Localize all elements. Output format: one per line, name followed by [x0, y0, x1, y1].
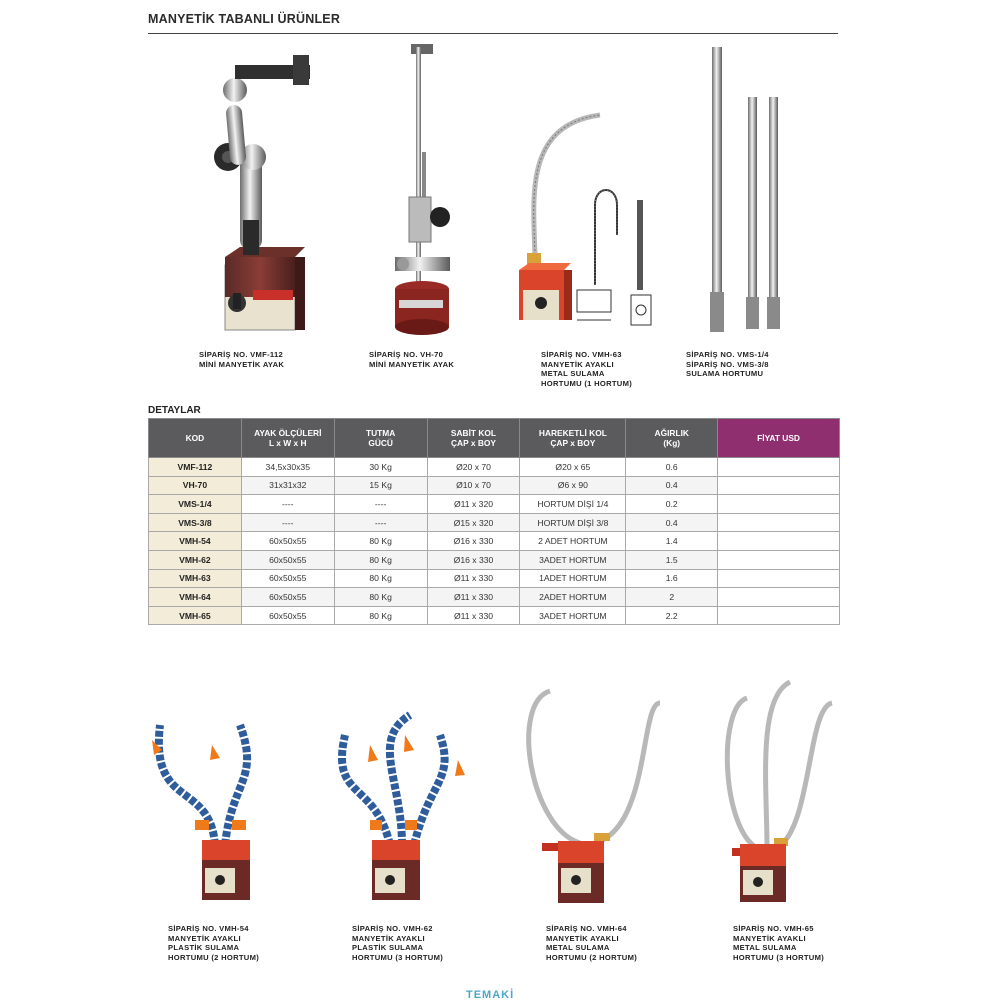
cell-sabit: Ø11 x 320	[427, 495, 520, 514]
cell-hareketli: HORTUM DİŞİ 3/8	[520, 513, 626, 532]
caption-line: PLASTİK SULAMA	[352, 943, 424, 953]
cell-tutma: ----	[334, 513, 427, 532]
caption-line: PLASTİK SULAMA	[168, 943, 240, 953]
vmh-65-product-image	[712, 678, 842, 905]
caption-line: MİNİ MANYETİK AYAK	[369, 359, 455, 369]
cell-agirlik: 2.2	[626, 606, 718, 625]
cell-fiyat	[718, 458, 840, 477]
header-subtext: ÇAP x BOY	[550, 438, 596, 448]
caption-vms	[686, 350, 769, 379]
header-subtext: L x W x H	[269, 438, 307, 448]
cell-fiyat	[718, 495, 840, 514]
cell-tutma: 15 Kg	[334, 476, 427, 495]
caption-line: HORTUMU (3 HORTUM)	[733, 952, 825, 962]
caption-line: SİPARİŞ NO. VMH-54	[168, 924, 249, 933]
table-row	[149, 495, 840, 514]
cell-hareketli: 1ADET HORTUM	[520, 569, 626, 588]
cell-kod: VH-70	[149, 476, 242, 495]
cell-kod: VMS-3/8	[149, 513, 242, 532]
table-row	[149, 458, 840, 477]
header-subtext: GÜCÜ	[368, 438, 393, 448]
cell-tutma: 80 Kg	[334, 532, 427, 551]
col-header-tutma	[334, 419, 427, 458]
cell-sabit: Ø11 x 330	[427, 588, 520, 607]
cell-agirlik: 1.4	[626, 532, 718, 551]
cell-hareketli: 2ADET HORTUM	[520, 588, 626, 607]
header-text: TUTMA	[365, 428, 396, 438]
caption-line: SİPARİŞ NO. VMF-112	[199, 350, 284, 359]
vmh-64-product-image	[510, 683, 670, 905]
cell-tutma: 80 Kg	[334, 588, 427, 607]
cell-hareketli: 3ADET HORTUM	[520, 606, 626, 625]
table-row	[149, 550, 840, 569]
cell-hareketli: Ø6 x 90	[520, 476, 626, 495]
caption-vmh-64	[546, 924, 637, 962]
caption-vmh-54	[168, 924, 259, 962]
cell-agirlik: 0.4	[626, 476, 718, 495]
vms-hose-product-image	[700, 42, 795, 337]
header-text: HAREKETLİ KOL	[538, 428, 607, 438]
caption-line: MANYETİK AYAKLI	[541, 359, 614, 369]
caption-line: MANYETİK AYAKLI	[352, 933, 425, 943]
caption-line: SİPARİŞ NO. VMH-64	[546, 924, 627, 933]
cell-olcu: ----	[241, 513, 334, 532]
col-header-hareketli	[520, 419, 626, 458]
cell-kod: VMH-62	[149, 550, 242, 569]
cell-sabit: Ø16 x 330	[427, 532, 520, 551]
cell-kod: VMH-64	[149, 588, 242, 607]
cell-tutma: 30 Kg	[334, 458, 427, 477]
cell-fiyat	[718, 550, 840, 569]
col-header-kod	[149, 419, 242, 458]
cell-kod: VMH-54	[149, 532, 242, 551]
table-row	[149, 588, 840, 607]
title-divider	[148, 33, 838, 34]
caption-vmh-63	[541, 350, 632, 388]
cell-olcu: ----	[241, 495, 334, 514]
caption-line: MANYETİK AYAKLI	[733, 933, 806, 943]
caption-line: SİPARİŞ NO. VMS-3/8	[686, 359, 769, 369]
table-row	[149, 532, 840, 551]
caption-line: METAL SULAMA	[541, 369, 605, 379]
table-row	[149, 513, 840, 532]
header-text: AYAK ÖLÇÜLERİ	[254, 428, 322, 438]
col-header-olcu	[241, 419, 334, 458]
cell-tutma: ----	[334, 495, 427, 514]
table-row	[149, 569, 840, 588]
caption-line: MİNİ MANYETİK AYAK	[199, 359, 285, 369]
header-text: KOD	[185, 433, 205, 443]
header-subtext: (Kg)	[663, 438, 681, 448]
caption-line: SİPARİŞ NO. VMS-1/4	[686, 350, 769, 359]
cell-olcu: 60x50x55	[241, 532, 334, 551]
cell-kod: VMF-112	[149, 458, 242, 477]
caption-line: SULAMA HORTUMU	[686, 369, 764, 379]
caption-line: HORTUMU (3 HORTUM)	[352, 952, 444, 962]
cell-olcu: 60x50x55	[241, 550, 334, 569]
cell-kod: VMS-1/4	[149, 495, 242, 514]
cell-kod: VMH-63	[149, 569, 242, 588]
caption-line: SİPARİŞ NO. VMH-62	[352, 924, 433, 933]
cell-olcu: 34,5x30x35	[241, 458, 334, 477]
caption-vmh-65	[733, 924, 824, 962]
caption-line: SİPARİŞ NO. VMH-65	[733, 924, 814, 933]
cell-fiyat	[718, 532, 840, 551]
cell-agirlik: 0.2	[626, 495, 718, 514]
page-title: MANYETİK TABANLI ÜRÜNLER	[148, 12, 341, 26]
caption-line: SİPARİŞ NO. VMH-63	[541, 350, 622, 359]
cell-sabit: Ø10 x 70	[427, 476, 520, 495]
cell-olcu: 31x31x32	[241, 476, 334, 495]
spec-table	[148, 418, 840, 625]
vmh-62-product-image	[330, 700, 470, 905]
caption-line: METAL SULAMA	[733, 943, 797, 953]
col-header-sabit	[427, 419, 520, 458]
caption-vh-70	[369, 350, 454, 369]
caption-line: SİPARİŞ NO. VH-70	[369, 350, 444, 359]
table-row	[149, 606, 840, 625]
cell-sabit: Ø20 x 70	[427, 458, 520, 477]
cell-tutma: 80 Kg	[334, 550, 427, 569]
header-text: SABİT KOL	[450, 428, 497, 438]
cell-fiyat	[718, 569, 840, 588]
vh-70-product-image	[385, 42, 460, 337]
details-heading: DETAYLAR	[148, 405, 201, 416]
caption-vmf-112	[199, 350, 284, 369]
cell-sabit: Ø16 x 330	[427, 550, 520, 569]
cell-olcu: 60x50x55	[241, 606, 334, 625]
cell-hareketli: 2 ADET HORTUM	[520, 532, 626, 551]
cell-hareketli: Ø20 x 65	[520, 458, 626, 477]
col-header-fiyat	[718, 419, 840, 458]
cell-hareketli: HORTUM DİŞİ 1/4	[520, 495, 626, 514]
cell-agirlik: 2	[626, 588, 718, 607]
header-subtext: ÇAP x BOY	[451, 438, 496, 448]
cell-agirlik: 0.4	[626, 513, 718, 532]
vmf-112-product-image	[195, 45, 320, 335]
cell-fiyat	[718, 513, 840, 532]
caption-line: HORTUMU (2 HORTUM)	[546, 952, 638, 962]
col-header-agirlik	[626, 419, 718, 458]
cell-sabit: Ø11 x 330	[427, 606, 520, 625]
cell-agirlik: 1.6	[626, 569, 718, 588]
vmh-54-product-image	[140, 700, 270, 905]
caption-line: METAL SULAMA	[546, 943, 610, 953]
cell-fiyat	[718, 588, 840, 607]
cell-olcu: 60x50x55	[241, 588, 334, 607]
cell-tutma: 80 Kg	[334, 569, 427, 588]
cell-kod: VMH-65	[149, 606, 242, 625]
cell-hareketli: 3ADET HORTUM	[520, 550, 626, 569]
cell-agirlik: 0.6	[626, 458, 718, 477]
caption-line: HORTUMU (1 HORTUM)	[541, 378, 633, 388]
cell-fiyat	[718, 476, 840, 495]
cell-olcu: 60x50x55	[241, 569, 334, 588]
caption-line: HORTUMU (2 HORTUM)	[168, 952, 260, 962]
cell-fiyat	[718, 606, 840, 625]
caption-vmh-62	[352, 924, 443, 962]
caption-line: MANYETİK AYAKLI	[168, 933, 241, 943]
cell-tutma: 80 Kg	[334, 606, 427, 625]
cell-agirlik: 1.5	[626, 550, 718, 569]
caption-line: MANYETİK AYAKLI	[546, 933, 619, 943]
table-header-row	[149, 419, 840, 458]
footer-brand-mark: TEMAKİ	[466, 989, 515, 1001]
table-row	[149, 476, 840, 495]
cell-sabit: Ø15 x 320	[427, 513, 520, 532]
header-text: FİYAT USD	[757, 433, 800, 443]
vmh-63-product-image	[505, 105, 670, 335]
header-text: AĞIRLIK	[654, 428, 689, 438]
cell-sabit: Ø11 x 330	[427, 569, 520, 588]
